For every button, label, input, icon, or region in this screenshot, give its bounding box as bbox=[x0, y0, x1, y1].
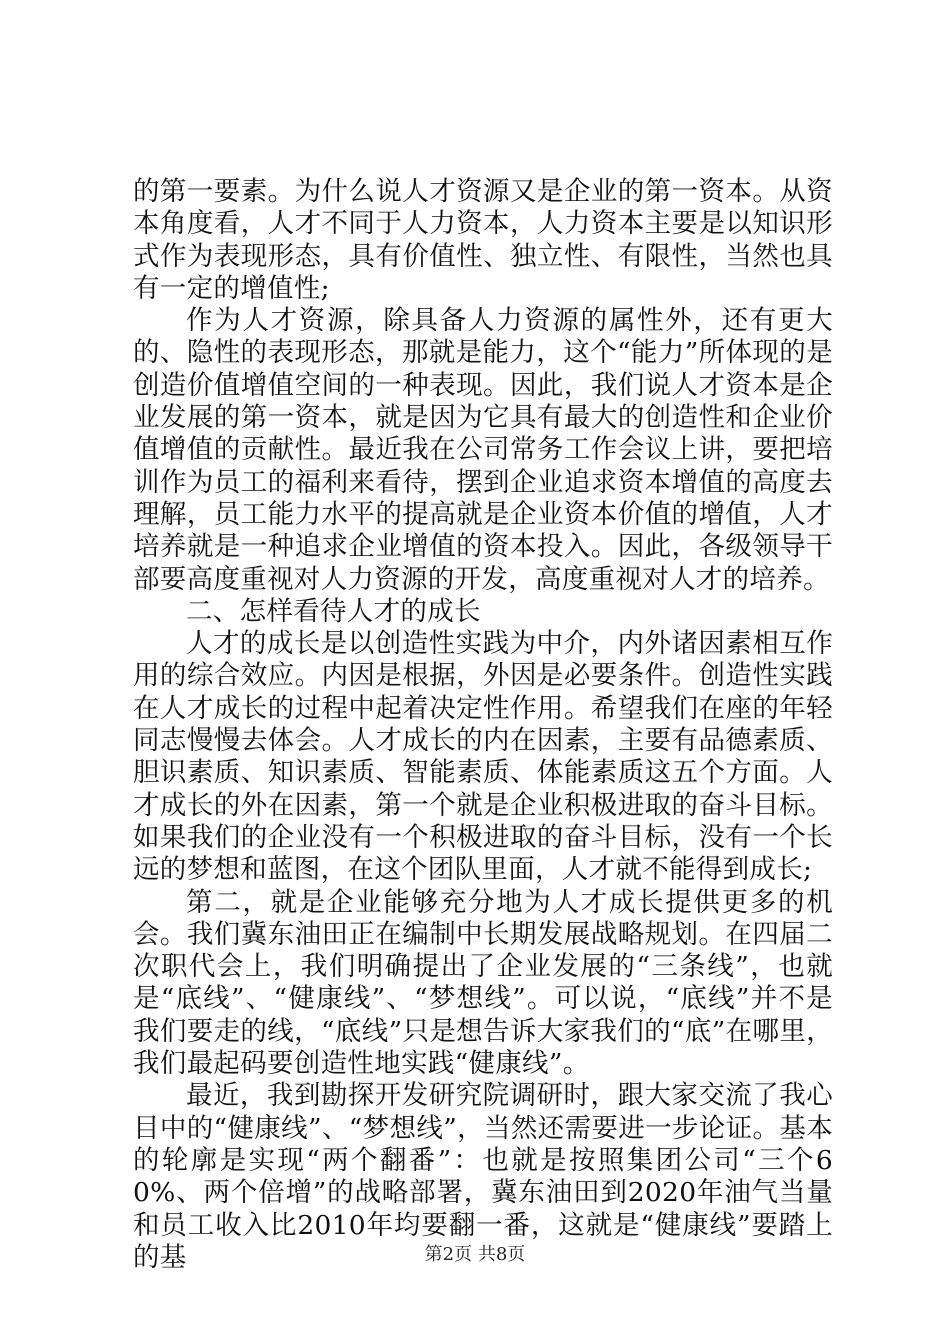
paragraph-4: 第二，就是企业能够充分地为人才成长提供更多的机会。我们冀东油田正在编制中长期发展战略规划。在四届二次职代会上，我们明确提出了企业发展的“三条线”，也就是“底线”、“健康线”、“梦想线”。可以说，“底线”并不是我们要走的线，“底线”只是想告诉大家我们的“底”在哪里，我们最起码要创造性地实践“健康线”。 bbox=[133, 886, 833, 1080]
paragraph-1: 的第一要素。为什么说人才资源又是企业的第一资本。从资本角度看，人才不同于人力资本，人力资本主要是以知识形式作为表现形态，具有价值性、独立性、有限性，当然也具有一定的增值性; bbox=[133, 176, 833, 304]
paragraph-3: 人才的成长是以创造性实践为中介，内外诸因素相互作用的综合效应。内因是根据，外因是必要条件。创造性实践在人才成长的过程中起着决定性作用。希望我们在座的年轻同志慢慢去体会。人才成长的内在因素，主要有品德素质、胆识素质、知识素质、智能素质、体能素质这五个方面。人才成长的外在因素，第一个就是企业积极进取的奋斗目标。如果我们的企业没有一个积极进取的奋斗目标，没有一个长远的梦想和蓝图，在这个团队里面，人才就不能得到成长; bbox=[133, 628, 833, 886]
document-body bbox=[133, 176, 833, 1274]
section-heading: 二、怎样看待人才的成长 bbox=[186, 595, 481, 627]
paragraph-5: 最近，我到勘探开发研究院调研时，跟大家交流了我心目中的“健康线”、“梦想线”，当然还需要进一步论证。基本的轮廓是实现“两个翻番”：也就是按照集团公司“三个60%、两个倍增”的战略部署，冀东油田到2020年油气当量和员工收入比2010年均要翻一番，这就是“健康线”要踏上的基 bbox=[133, 1080, 833, 1273]
page-footer: 第2页 共8页 bbox=[424, 1244, 526, 1265]
paragraph-2: 作为人才资源，除具备人力资源的属性外，还有更大的、隐性的表现形态，那就是能力，这个“能力”所体现的是创造价值增值空间的一种表现。因此，我们说人才资本是企业发展的第一资本，就是因为它具有最大的创造性和企业价值增值的贡献性。最近我在公司常务工作会议上讲，要把培训作为员工的福利来看待，摆到企业追求资本增值的高度去理解，员工能力水平的提高就是企业资本价值的增值，人才培养就是一种追求企业增值的资本投入。因此，各级领导干部要高度重视对人力资源的开发，高度重视对人才的培养。 bbox=[133, 305, 833, 595]
